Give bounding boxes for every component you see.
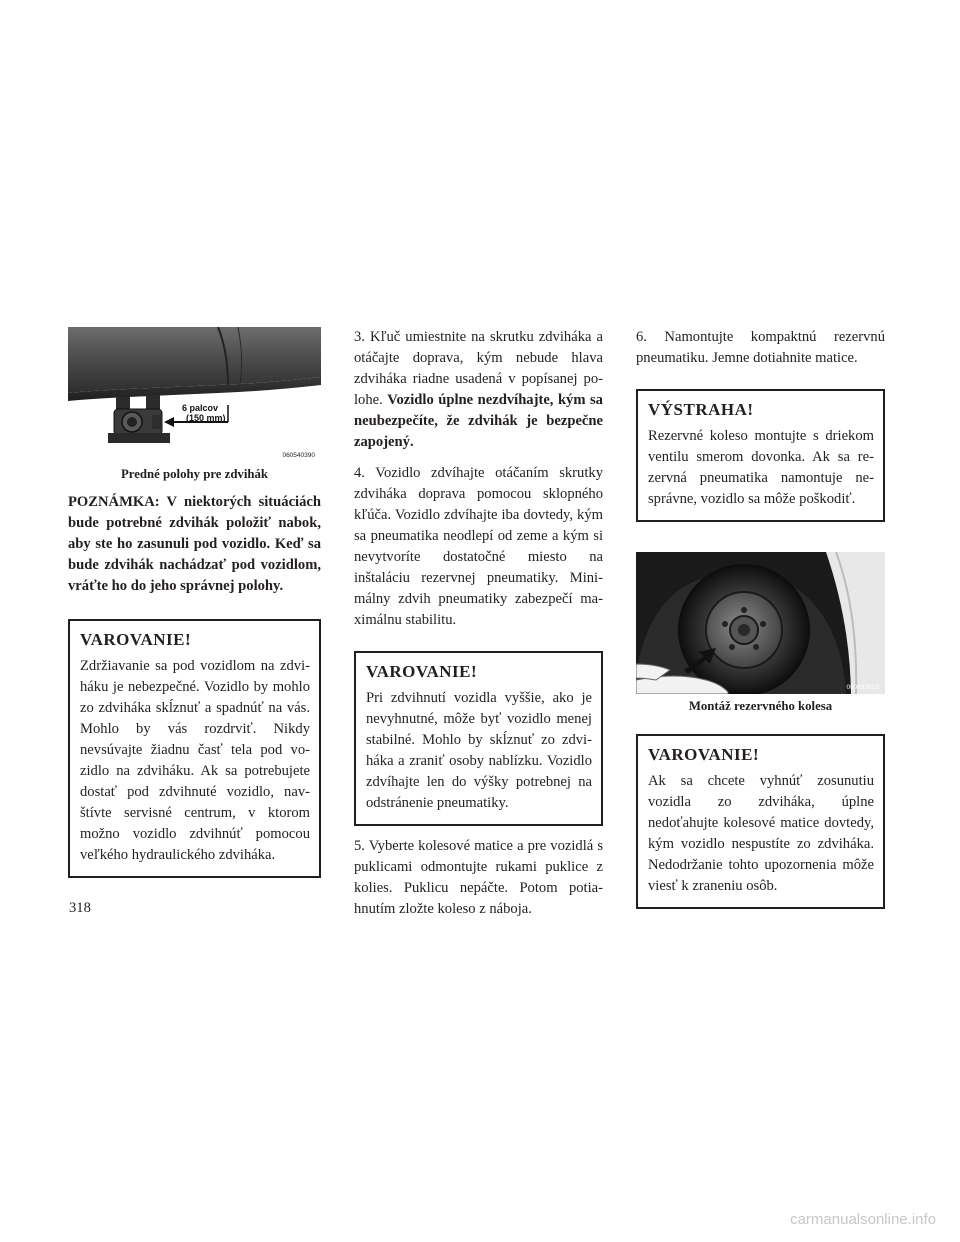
- warning-box-lug-nuts: [636, 734, 885, 909]
- warning-text: Zdržiavanie sa pod vozidlom na zdviháku je nebezpečné. Vozidlo by mohlo zo zdviháka skĺznuť a spadnúť na vás. Mohlo by vás rozdrviť. Nikdy nevsúvajte žiadnu časť tela pod vozidlo na zdviháku. Ak sa potrebujete dostať pod zdvihnuté vozidlo, navštívte servisné centrum, v ktorom možno vozidlo zdvihnúť pomocou veľkého hydraulického zdviháka.: [80, 658, 310, 863]
- watermark: carmanualsonline.info: [790, 1211, 936, 1228]
- warning-box-lift-height: [354, 651, 603, 826]
- step-6-paragraph: 6. Namontujte kompaktnú rezervnú pneumatiku. Jemne dotiahnite matice.: [636, 329, 885, 366]
- step-4-paragraph: 4. Vozidlo zdvíhajte otáčaním skrutky zdviháka doprava pomocou sklopného kľúča. Vozidlo zdvíhajte iba dovtedy, kým sa pneumatika neodlepí od zeme a kým si nevytvoríte dostatočné miesto na inštaláciu rezervnej pneumatiky. Minimálny zdvih pneumatiky zabezpečí maximálnu stabilitu.: [354, 465, 603, 628]
- figure-caption: Montáž rezervného kolesa: [688, 699, 833, 713]
- page-number: 318: [69, 900, 91, 916]
- caution-text: Rezervné koleso montujte s driekom ventilu smerom dovonka. Ak sa rezervná pneumatika namontuje nesprávne, vozidlo sa môže poškodiť.: [648, 428, 874, 507]
- step-3-paragraph: [354, 327, 603, 453]
- warning-title: VAROVANIE!: [366, 662, 478, 681]
- warning-box-under-vehicle: [68, 619, 321, 878]
- spare-wheel-illustration: [636, 552, 885, 694]
- warning-text: Pri zdvihnutí vozidla vyššie, ako je nevyhnutné, môže byť vozidlo menej stabilné. Mohlo by skĺznuť zo zdviháka a zraniť osoby nablízku. Vozidlo zdvíhajte len do výšky potrebnej na odstránenie pneumatiky.: [366, 690, 592, 811]
- figure-caption: Predné polohy pre zdvihák: [120, 467, 269, 481]
- jack-position-figure: [68, 327, 321, 462]
- figure-code: 060540390: [282, 452, 315, 459]
- spare-wheel-figure: [636, 552, 885, 694]
- column-left: [68, 327, 321, 878]
- caution-title: VÝSTRAHA!: [648, 400, 754, 419]
- warning-title: VAROVANIE!: [648, 745, 760, 764]
- warning-title: VAROVANIE!: [80, 630, 192, 649]
- jack-position-illustration: [68, 327, 321, 462]
- step-3-bold-text: Vozidlo úplne nezdvíhajte, kým sa neubezpečíte, že zdvihák je bezpečne zapojený.: [354, 392, 603, 450]
- step-5-paragraph: 5. Vyberte kolesové matice a pre vozidlá s puklicami odmontujte rukami puklice z kolies. Puklicu nepáčte. Potom potiahnutím zložte koleso z nábojа.: [354, 838, 603, 917]
- caution-box-valve: [636, 389, 885, 522]
- note-paragraph: POZNÁMKA: V niektorých situáciách bude potrebné zdvihák položiť nabok, aby ste ho zasunuli pod vozidlo. Keď sa bude zdvihák nachádzať pod vozidlom, vráťte ho do jeho správnej polohy.: [68, 494, 321, 594]
- dimension-label-palcov: 6 palcov: [182, 403, 219, 413]
- step-3-text: 3. Kľuč umiestnite na skrutku zdviháka a otáčajte doprava, kým nebude hlava zdviháka riadne usadená v popísanej polohe.: [354, 329, 603, 408]
- figure-code: 060633619: [846, 684, 879, 691]
- column-middle: [354, 327, 603, 920]
- dimension-label-mm: (150 mm): [186, 413, 226, 423]
- column-right: [636, 327, 885, 909]
- warning-text: Ak sa chcete vyhnúť zosunutiu vozidla zo zdviháka, úplne nedoťahujte kolesové matice dovtedy, kým vozidlo nespustíte zo zdviháka. Nedodržanie tohto upozornenia môže viesť k zraneniu osôb.: [648, 773, 874, 894]
